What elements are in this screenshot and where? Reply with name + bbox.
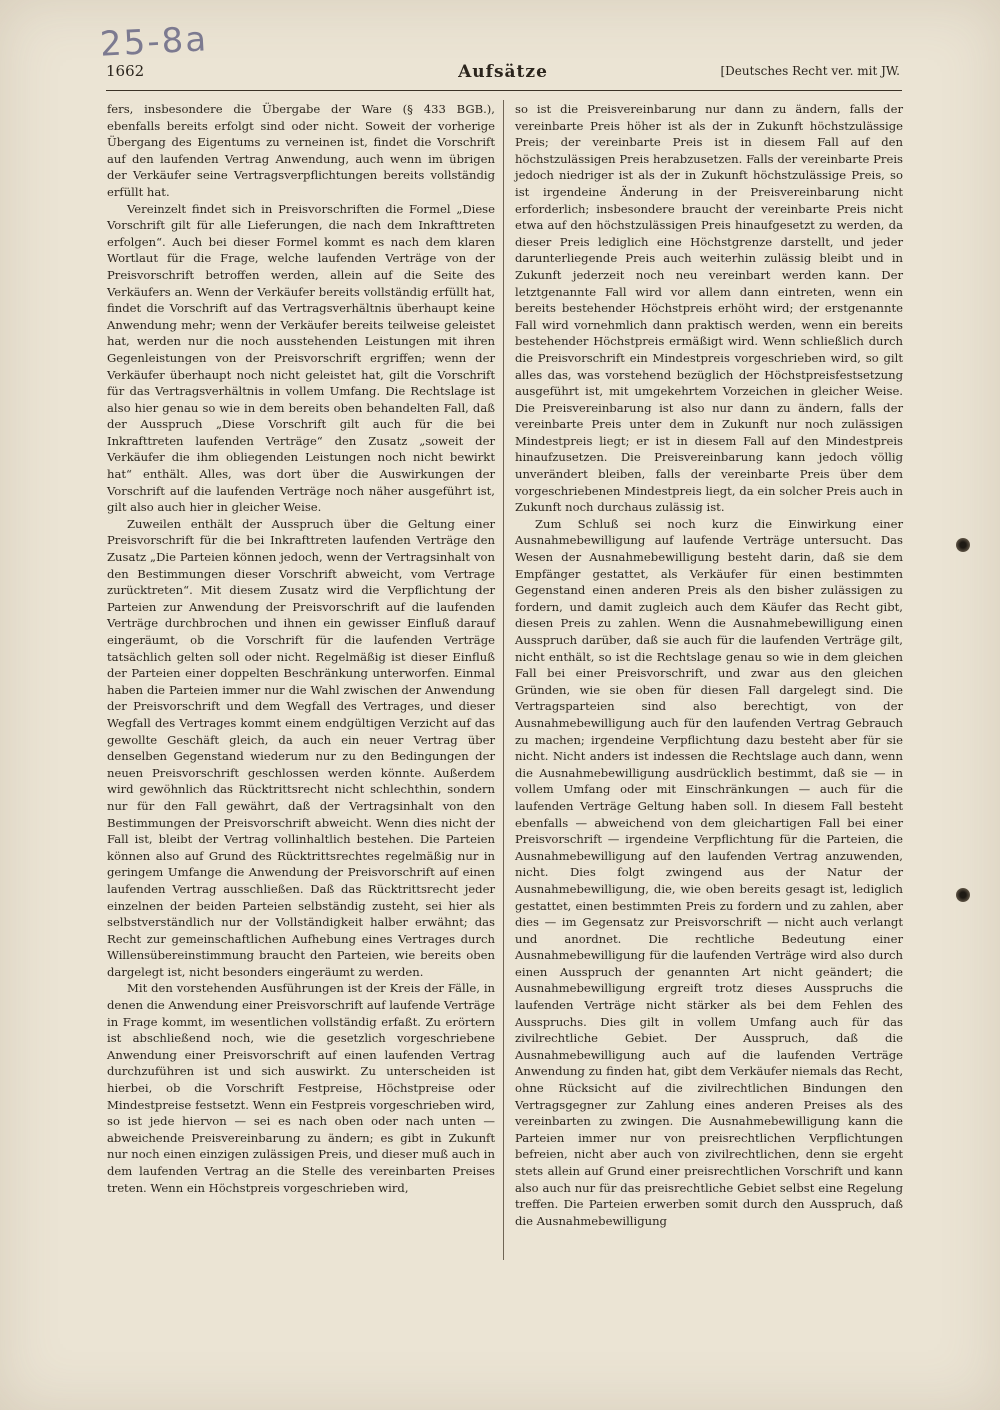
- paragraph: Vereinzelt findet sich in Preisvorschriften die Formel „Diese Vorschrift gilt für alle Lieferungen, die nach dem Inkrafttreten erfolgen“. Auch bei dieser Formel kommt es nach dem klaren Wortlaut für die Frage, welche laufenden Verträge von der Preisvorschrift betroffen werden, allein auf die Seite des Verkäufers an. Wenn der Verkäufer bereits vollständig erfüllt hat, findet die Vorschrift auf das Vertragsverhältnis überhaupt keine Anwendung mehr; wenn der Verkäufer bereits teilweise geleistet hat, werden nur die noch ausstehenden Leistungen mit ihren Gegenleistungen von der Preisvorschrift ergriffen; wenn der Verkäufer überhaupt noch nicht geleistet hat, gilt die Vorschrift für das Vertragsverhältnis in vollem Umfang. Die Rechtslage ist also hier genau so wie in dem bereits oben behandelten Fall, daß der Ausspruch „Diese Vorschrift gilt auch für die bei Inkrafttreten laufenden Verträge“ den Zusatz „soweit der Verkäufer die ihm obliegenden Leistungen noch nicht bewirkt hat“ enthält. Alles, was dort über die Auswirkungen der Vorschrift auf die laufenden Verträge noch näher ausgeführt ist, gilt also auch hier in gleicher Weise.: [107, 201, 495, 515]
- handwritten-annotation: 25-8a: [99, 19, 209, 65]
- right-column: [515, 101, 903, 1229]
- binder-hole: [956, 538, 970, 552]
- section-title: Aufsätze: [458, 62, 548, 82]
- paragraph: fers, insbesondere die Übergabe der Ware (§ 433 BGB.), ebenfalls bereits erfolgt sind oder nicht. Soweit der vorherige Übergang des Eigentums zu verneinen ist, findet die Vorschrift auf den laufenden Vertrag Anwendung, auch wenn im übrigen der Verkäufer seine Vertragsverpflichtungen bereits vollständig erfüllt hat.: [107, 102, 495, 199]
- paragraph: so ist die Preisvereinbarung nur dann zu ändern, falls der vereinbarte Preis höher ist als der in Zukunft höchstzulässige Preis; der vereinbarte Preis ist in diesem Fall auf den höchstzulässigen Preis herabzusetzen. Falls der vereinbarte Preis jedoch niedriger ist als der in Zukunft höchstzulässige Preis, so ist irgendeine Änderung in der Preisvereinbarung nicht erforderlich; insbesondere braucht der vereinbarte Preis nicht etwa auf den höchstzulässigen Preis hinaufgesetzt zu werden, da dieser Preis lediglich eine Höchstgrenze darstellt, und jeder darunterliegende Preis auch weiterhin zulässig bleibt und in Zukunft jederzeit noch neu vereinbart werden kann. Der letztgenannte Fall wird vor allem dann eintreten, wenn ein bereits bestehender Höchstpreis erhöht wird; der erstgenannte Fall wird vornehmlich dann praktisch werden, wenn ein bereits bestehender Höchstpreis ermäßigt wird. Wenn schließlich durch die Preisvorschrift ein Mindestpreis vorgeschrieben wird, so gilt alles das, was vorstehend bezüglich der Höchstpreisfestsetzung ausgeführt ist, mit umgekehrtem Vorzeichen in gleicher Weise. Die Preisvereinbarung ist also nur dann zu ändern, falls der vereinbarte Preis unter dem in Zukunft nur noch zulässigen Mindestpreis liegt; er ist in diesem Fall auf den Mindestpreis hinaufzusetzen. Die Preisvereinbarung kann jedoch völlig unverändert bleiben, falls der vereinbarte Preis über dem vorgeschriebenen Mindestpreis liegt, da ein solcher Preis auch in Zukunft noch durchaus zulässig ist.: [515, 102, 903, 515]
- paragraph: Mit den vorstehenden Ausführungen ist der Kreis der Fälle, in denen die Anwendung einer Preisvorschrift auf laufende Verträge in Frage kommt, im wesentlichen vollständig erfaßt. Zu erörtern ist abschließend noch, wie die gesetzlich vorgeschriebene Anwendung einer Preisvorschrift auf einen laufenden Vertrag durchzuführen ist und sich auswirkt. Zu unterscheiden ist hierbei, ob die Vorschrift Festpreise, Höchstpreise oder Mindestpreise festsetzt. Wenn ein Festpreis vorgeschrieben wird, so ist jede hiervon — sei es nach oben oder nach unten — abweichende Preisvereinbarung zu ändern; es gibt in Zukunft nur noch einen einzigen zulässigen Preis, und dieser muß auch in dem laufenden Vertrag an die Stelle des vereinbarten Preises treten. Wenn ein Höchstpreis vorgeschrieben wird,: [107, 981, 495, 1195]
- journal-reference: [Deutsches Recht ver. mit JW.: [720, 64, 900, 78]
- header-rule: [106, 90, 902, 91]
- page-number: 1662: [106, 62, 145, 80]
- page-header: [106, 62, 900, 86]
- paragraph: Zuweilen enthält der Ausspruch über die Geltung einer Preisvorschrift für die bei Inkrafttreten laufenden Verträge den Zusatz „Die Parteien können jedoch, wenn der Vertragsinhalt von den Bestimmungen dieser Vorschrift abweicht, vom Vertrage zurücktreten“. Mit diesem Zusatz wird die Verpflichtung der Parteien zur Anwendung der Preisvorschrift auf die laufenden Verträge durchbrochen und ihnen ein gewisser Einfluß darauf eingeräumt, ob die Vorschrift für die laufenden Verträge tatsächlich gelten soll oder nicht. Regelmäßig ist dieser Einfluß der Parteien einer doppelten Beschränkung unterworfen. Einmal haben die Parteien immer nur die Wahl zwischen der Anwendung der Preisvorschrift und dem Wegfall des Vertrages, und dieser Wegfall des Vertrages kommt einem endgültigen Verzicht auf das gewollte Geschäft gleich, da auch ein neuer Vertrag über denselben Gegenstand wiederum nur zu den Bedingungen der neuen Preisvorschrift geschlossen werden könnte. Außerdem wird gewöhnlich das Rücktrittsrecht nicht schlechthin, sondern nur für den Fall gewährt, daß der Vertragsinhalt von den Bestimmungen der Preisvorschrift abweicht. Wenn dies nicht der Fall ist, bleibt der Vertrag vollinhaltlich bestehen. Die Parteien können also auf Grund des Rücktrittsrechtes regelmäßig nur in geringem Umfange die Anwendung der Preisvorschrift auf einen laufenden Vertrag ausschließen. Daß das Rücktrittsrecht jeder einzelnen der beiden Parteien selbständig zusteht, sei hier als selbstverständlich nur der Vollständigkeit halber erwähnt; das Recht zur gemeinschaftlichen Aufhebung eines Vertrages durch Willensübereinstimmung braucht den Parteien, wie bereits oben dargelegt ist, nicht besonders eingeräumt zu werden.: [107, 516, 495, 979]
- paragraph: Zum Schluß sei noch kurz die Einwirkung einer Ausnahmebewilligung auf laufende Verträge untersucht. Das Wesen der Ausnahmebewilligung besteht darin, daß sie dem Empfänger gestattet, als Verkäufer für einen bestimmten Gegenstand einen anderen Preis als den bisher zulässigen zu fordern, und damit zugleich auch dem Käufer das Recht gibt, diesen Preis zu zahlen. Wenn die Ausnahmebewilligung einen Ausspruch darüber, daß sie auch für die laufenden Verträge gilt, nicht enthält, so ist die Rechtslage genau so wie in dem gleichen Fall bei einer Preisvorschrift, und zwar aus den gleichen Gründen, wie sie oben für diesen Fall dargelegt sind. Die Vertragsparteien sind also berechtigt, von der Ausnahmebewilligung auch für den laufenden Vertrag Gebrauch zu machen; irgendeine Verpflichtung dazu besteht aber für sie nicht. Nicht anders ist indessen die Rechtslage auch dann, wenn die Ausnahmebewilligung ausdrücklich bestimmt, daß sie — in vollem Umfang oder mit Einschränkungen — auch für die laufenden Verträge Geltung haben soll. In diesem Fall besteht ebenfalls — abweichend von dem gleichartigen Fall bei einer Preisvorschrift — irgendeine Verpflichtung für die Parteien, die Ausnahmebewilligung auf den laufenden Vertrag anzuwenden, nicht. Dies folgt zwingend aus der Natur der Ausnahmebewilligung, die, wie oben bereits gesagt ist, lediglich gestattet, einen bestimmten Preis zu fordern und zu zahlen, aber dies — im Gegensatz zur Preisvorschrift — nicht auch verlangt und anordnet. Die rechtliche Bedeutung einer Ausnahmebewilligung für die laufenden Verträge wird also durch einen Ausspruch der genannten Art nicht geändert; die Ausnahmebewilligung ergreift trotz dieses Ausspruchs die laufenden Verträge nicht stärker als bei dem Fehlen des Ausspruchs. Dies gilt in vollem Umfang auch für das zivilrechtliche Gebiet. Der Ausspruch, daß die Ausnahmebewilligung auch auf die laufenden Verträge Anwendung zu finden hat, gibt dem Verkäufer niemals das Recht, ohne Rücksicht auf die zivilrechtlichen Bindungen den Vertragsgegner zur Zahlung eines anderen Preises als des vereinbarten zu zwingen. Die Ausnahmebewilligung kann die Parteien immer nur von preisrechtlichen Verpflichtungen befreien, nicht aber auch von zivilrechtlichen, denn sie ergeht stets allein auf Grund einer preisrechtlichen Vorschrift und kann also auch nur für das preisrechtliche Gebiet selbst eine Regelung treffen. Die Parteien erwerben somit durch den Ausspruch, daß die Ausnahmebewilligung: [515, 516, 903, 1228]
- column-divider: [503, 100, 504, 1260]
- binder-hole: [956, 888, 970, 902]
- left-column: [107, 101, 495, 1196]
